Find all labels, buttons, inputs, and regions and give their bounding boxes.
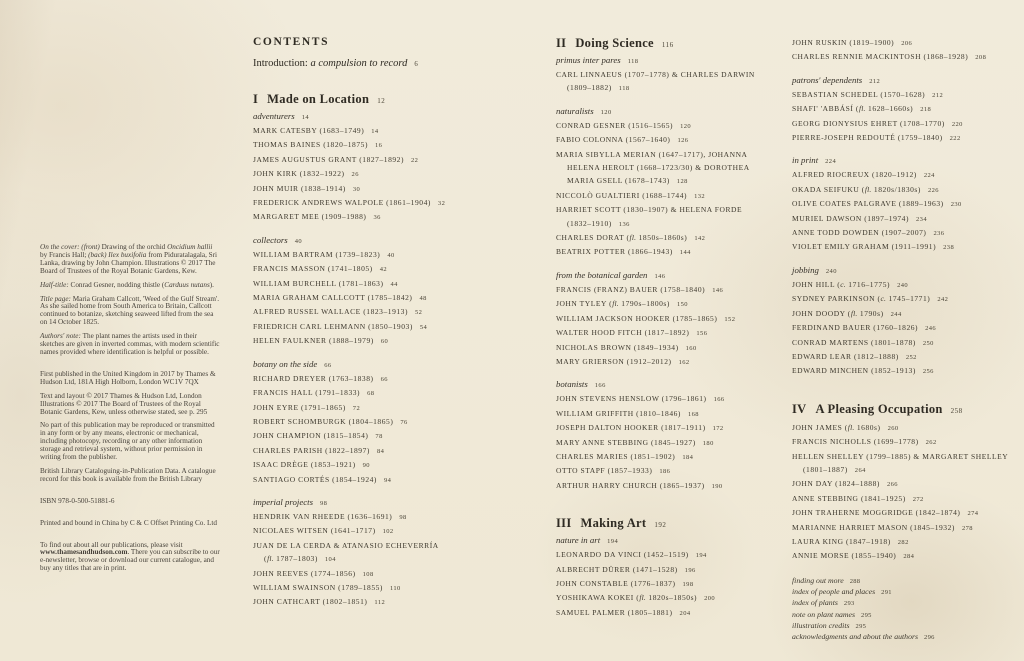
margin-paragraph: To find out about all our publications, please visit www.thamesandhudson.com. There you can subscribe to our e-newsletter, browse or download our current catalogue, and buy any titles that are in print.: [40, 540, 220, 573]
toc-entry: LEONARDO DA VINCI (1452–1519) 194: [556, 550, 707, 560]
toc-entry: JOHN REEVES (1774–1856) 108: [253, 568, 374, 578]
entry-page-number: 226: [927, 186, 939, 194]
part-numeral: III: [556, 516, 572, 531]
toc-entry: JOHN DOODY (fl. 1790s) 244: [792, 308, 902, 318]
entry-page-number: 156: [696, 330, 708, 338]
margin-paragraph: British Library Cataloguing-in-Publication Data. A catalogue record for this book is available from the British Library: [40, 466, 216, 483]
entry-page-number: 42: [379, 266, 388, 274]
entry-page-number: 118: [627, 58, 639, 65]
entry-page-number: 172: [712, 425, 724, 433]
margin-paragraph: On the cover: (front) Drawing of the orchid Oncidium hallii by Francis Hall; (back) Ilex buxifolia from Piduratalagala, Sri Lanka, drawing by John Champion. Illustrations © 2017 The Board of Trustees of the Royal Botanic Gardens, Kew.: [40, 243, 218, 275]
introduction-line: Introduction: a compulsion to record 6: [253, 58, 419, 69]
toc-entry: ALFRED RUSSEL WALLACE (1823–1913) 52: [253, 307, 423, 317]
toc-entry: CHARLES DORAT (fl. 1850s–1860s) 142: [556, 233, 706, 243]
entry-page-number: 52: [415, 309, 423, 317]
part-heading: IV A Pleasing Occupation 258: [792, 401, 963, 416]
toc-entry: SEBASTIAN SCHEDEL (1570–1628) 212: [792, 89, 944, 99]
endmatter-list: [792, 576, 1022, 644]
entry-page-number: 118: [618, 85, 630, 93]
entry-page-number: 26: [351, 171, 359, 179]
entry-page-number: 278: [961, 524, 973, 532]
section-heading: in print 224: [792, 155, 837, 166]
toc-entry: ROBERT SCHOMBURGK (1804–1865) 76: [253, 416, 408, 426]
toc-entry: ALFRED RIOCREUX (1820–1912) 224: [792, 170, 935, 180]
entry-page-number: 250: [922, 339, 934, 347]
entry-page-number: 40: [294, 237, 303, 245]
toc-entry: FRANCIS NICHOLLS (1699–1778) 262: [792, 437, 937, 447]
toc-entry: OTTO STAPF (1857–1933) 186: [556, 466, 671, 476]
toc-entry: JOHN MUIR (1838–1914) 30: [253, 183, 361, 193]
toc-column-2: [556, 36, 806, 620]
entry-page-number: 266: [886, 481, 898, 489]
entry-page-number: 194: [695, 552, 707, 560]
toc-entry: NICCOLÒ GUALTIERI (1688–1744) 132: [556, 190, 706, 200]
entry-page-number: 212: [869, 77, 881, 85]
toc-entry: GEORG DIONYSIUS EHRET (1708–1770) 220: [792, 118, 963, 128]
entry-page-number: 224: [923, 172, 935, 180]
entry-page-number: 94: [383, 476, 392, 484]
toc-entry: PIERRE-JOSEPH REDOUTÉ (1759–1840) 222: [792, 133, 961, 143]
entry-page-number: 166: [713, 396, 725, 404]
toc-entry: BEATRIX POTTER (1866–1943) 144: [556, 247, 691, 257]
entry-page-number: 60: [380, 338, 389, 346]
toc-entry: CHARLES MARIES (1851–1902) 184: [556, 451, 694, 461]
toc-entry: FRANCIS HALL (1791–1833) 68: [253, 388, 375, 398]
toc-entry: HARRIET SCOTT (1830–1907) & HELENA FORDE (1832–1910) 136: [556, 205, 743, 228]
part-heading: I Made on Location 12: [253, 92, 386, 106]
toc-entry: WILLIAM SWAINSON (1789–1855) 110: [253, 582, 401, 592]
entry-page-number: 144: [679, 249, 691, 257]
toc-entry: WILLIAM BARTRAM (1739–1823) 40: [253, 249, 395, 259]
entry-page-number: 68: [367, 390, 375, 398]
entry-page-number: 98: [399, 513, 407, 521]
entry-page-number: 132: [694, 192, 706, 200]
toc-entry: SYDNEY PARKINSON (c. 1745–1771) 242: [792, 294, 949, 304]
entry-page-number: 120: [680, 122, 692, 130]
endmatter-item: index of plants 293: [792, 598, 855, 608]
entry-page-number: 72: [352, 404, 361, 412]
toc-entry: FRANCIS MASSON (1741–1805) 42: [253, 264, 388, 274]
toc-entry: FRANCIS (FRANZ) BAUER (1758–1840) 146: [556, 284, 724, 294]
toc-entry: CONRAD GESNER (1516–1565) 120: [556, 120, 692, 130]
toc-entry: WILLIAM BURCHELL (1781–1863) 44: [253, 278, 398, 288]
entry-page-number: 284: [903, 553, 915, 561]
toc-entry: CHARLES RENNIE MACKINTOSH (1868–1928) 208: [792, 52, 987, 62]
toc-entry: JOHN CHAMPION (1815–1854) 78: [253, 431, 383, 441]
entry-page-number: 14: [371, 128, 379, 135]
margin-paragraph: Half-title: Conrad Gesner, nodding thistle (Carduus nutans).: [40, 280, 214, 289]
entry-page-number: 76: [400, 418, 408, 426]
entry-page-number: 295: [855, 622, 867, 630]
toc-entry: JOHN DAY (1824–1888) 266: [792, 479, 898, 489]
toc-entry: MARY GRIERSON (1912–2012) 162: [556, 356, 690, 366]
part-numeral: IV: [792, 401, 807, 416]
entry-page-number: 190: [711, 482, 723, 490]
entry-page-number: 54: [419, 323, 428, 331]
entry-page-number: 206: [901, 40, 913, 47]
toc-entry: VIOLET EMILY GRAHAM (1911–1991) 238: [792, 242, 955, 252]
toc-entry: SHAFI' 'ABBÁSÍ (fl. 1628–1660s) 218: [792, 104, 932, 114]
entry-page-number: 184: [682, 453, 694, 461]
endmatter-item: acknowledgments and about the authors 296: [792, 632, 935, 642]
entry-page-number: 198: [682, 580, 694, 588]
toc-entry: SAMUEL PALMER (1805–1881) 204: [556, 607, 691, 617]
entry-page-number: 180: [702, 439, 714, 447]
entry-page-number: 208: [975, 54, 987, 62]
toc-entry: NICHOLAS BROWN (1849–1934) 160: [556, 342, 697, 352]
toc-entry: CARL LINNAEUS (1707–1778) & CHARLES DARWIN (1809–1882) 118: [556, 70, 755, 93]
toc-entry: FREDERICK ANDREWS WALPOLE (1861–1904) 32: [253, 198, 446, 208]
toc-entry: ALBRECHT DÜRER (1471–1528) 196: [556, 564, 696, 574]
imprint-margin-column: [40, 244, 220, 579]
entry-page-number: 166: [594, 382, 606, 390]
entry-page-number: 146: [712, 286, 724, 294]
endmatter-item: index of people and places 291: [792, 587, 892, 597]
margin-paragraph: Authors' note: The plant names the artists used in their sketches are given in inverted commas, with modern scientific names provided where identification is helpful or possible.: [40, 332, 220, 356]
entry-page-number: 84: [376, 447, 385, 455]
entry-page-number: 242: [937, 296, 949, 304]
entry-page-number: 78: [375, 433, 383, 441]
entry-page-number: 32: [437, 200, 446, 208]
entry-page-number: 66: [324, 361, 332, 369]
entry-page-number: 152: [724, 315, 736, 323]
section-heading: nature in art 194: [556, 535, 619, 546]
toc-entry: JOHN TYLEY (fl. 1790s–1800s) 150: [556, 299, 688, 309]
entry-page-number: 36: [373, 214, 381, 222]
entry-page-number: 293: [843, 600, 855, 608]
toc-entry: MARIANNE HARRIET MASON (1845–1932) 278: [792, 522, 973, 532]
toc-column-3: [792, 36, 1022, 644]
margin-paragraph: Title page: Maria Graham Callcott, 'Weed of the Gulf Stream'. As she sailed home from South America to Britain, Callcott continued to botanize, sketching seaweed lifted from the sea on 14 October 1825.: [40, 294, 220, 327]
entry-page-number: 196: [684, 566, 696, 574]
entry-page-number: 168: [687, 410, 699, 418]
entry-page-number: 120: [600, 108, 612, 116]
entry-page-number: 220: [951, 120, 963, 128]
contents-title: CONTENTS: [253, 36, 330, 48]
toc-entry: SANTIAGO CORTÉS (1854–1924) 94: [253, 474, 392, 484]
toc-entry: OLIVE COATES PALGRAVE (1889–1963) 230: [792, 199, 962, 209]
entry-page-number: 12: [377, 97, 386, 105]
toc-entry: JOHN KIRK (1832–1922) 26: [253, 169, 359, 179]
margin-paragraph: First published in the United Kingdom in 2017 by Thames & Hudson Ltd, 181A High Holborn, London WC1V 7QX: [40, 369, 216, 386]
entry-page-number: 142: [694, 235, 706, 243]
section-heading: botany on the side 66: [253, 358, 332, 369]
section-heading: imperial projects 98: [253, 496, 328, 507]
entry-page-number: 6: [414, 61, 419, 68]
entry-page-number: 40: [387, 251, 395, 259]
section-heading: adventurers 14: [253, 111, 310, 121]
entry-page-number: 66: [380, 375, 388, 383]
entry-page-number: 14: [301, 114, 310, 121]
toc-column-1: [253, 36, 533, 610]
entry-page-number: 128: [676, 178, 688, 186]
margin-paragraph: Printed and bound in China by C & C Offset Printing Co. Ltd: [40, 518, 217, 527]
section-heading: from the botanical garden 146: [556, 269, 666, 280]
part-numeral: II: [556, 36, 567, 50]
entry-page-number: 22: [411, 156, 419, 164]
entry-page-number: 224: [825, 158, 837, 166]
entry-page-number: 238: [943, 244, 955, 252]
toc-entry: WILLIAM GRIFFITH (1810–1846) 168: [556, 408, 699, 418]
toc-entry: CONRAD MARTENS (1801–1878) 250: [792, 337, 934, 347]
toc-entry: JUAN DE LA CERDA & ATANASIO ECHEVERRÍA (fl. 1787–1803) 104: [253, 540, 439, 564]
toc-entry: LAURA KING (1847–1918) 282: [792, 536, 909, 546]
entry-page-number: 102: [382, 528, 394, 536]
entry-page-number: 160: [685, 344, 697, 352]
toc-entry: CHARLES PARISH (1822–1897) 84: [253, 445, 385, 455]
part-heading: II Doing Science 116: [556, 36, 674, 50]
toc-entry: ANNE TODD DOWDEN (1907–2007) 236: [792, 228, 945, 238]
entry-page-number: 230: [950, 201, 962, 209]
part-heading: III Making Art 192: [556, 516, 667, 531]
endmatter-item: finding out more 288: [792, 575, 861, 585]
toc-entry: JOHN EYRE (1791–1865) 72: [253, 402, 361, 412]
entry-page-number: 108: [362, 570, 374, 578]
toc-entry: FABIO COLONNA (1567–1640) 126: [556, 135, 689, 145]
entry-page-number: 236: [933, 230, 945, 238]
section-heading: primus inter pares 118: [556, 55, 639, 65]
toc-entry: FRIEDRICH CARL LEHMANN (1850–1903) 54: [253, 321, 428, 331]
entry-page-number: 258: [950, 406, 963, 415]
entry-page-number: 16: [375, 142, 383, 150]
toc-entry: JOHN TRAHERNE MOGGRIDGE (1842–1874) 274: [792, 508, 979, 518]
section-heading: naturalists 120: [556, 105, 612, 116]
entry-page-number: 200: [704, 595, 716, 603]
entry-page-number: 110: [389, 584, 401, 592]
toc-entry: ARTHUR HARRY CHURCH (1865–1937) 190: [556, 480, 723, 490]
entry-page-number: 291: [881, 589, 892, 597]
margin-paragraph: No part of this publication may be reproduced or transmitted in any form or by any means, electronic or mechanical, including photocopy, recording or any other information storage and retrieval system, without prior permission in writing from the publisher.: [40, 421, 215, 462]
margin-paragraph: ISBN 978-0-500-51881-6: [40, 496, 115, 505]
part-numeral: I: [253, 92, 259, 106]
entry-page-number: 194: [607, 538, 619, 546]
entry-page-number: 30: [352, 185, 361, 193]
entry-page-number: 252: [905, 353, 917, 361]
entry-page-number: 222: [949, 135, 961, 143]
toc-entry: MARGARET MEE (1909–1988) 36: [253, 212, 381, 222]
entry-page-number: 244: [890, 310, 902, 318]
toc-entry: RICHARD DREYER (1763–1838) 66: [253, 373, 388, 383]
entry-page-number: 240: [897, 281, 909, 289]
toc-entry: JAMES AUGUSTUS GRANT (1827–1892) 22: [253, 154, 419, 164]
entry-page-number: 212: [932, 91, 944, 99]
endmatter-item: note on plant names 295: [792, 609, 872, 619]
entry-page-number: 262: [925, 439, 937, 447]
toc-entry: EDWARD MINCHEN (1852–1913) 256: [792, 366, 934, 376]
toc-entry: WALTER HOOD FITCH (1817–1892) 156: [556, 328, 708, 338]
toc-entry: EDWARD LEAR (1812–1888) 252: [792, 351, 917, 361]
entry-page-number: 240: [825, 267, 837, 275]
toc-entry: ANNE STEBBING (1841–1925) 272: [792, 493, 924, 503]
entry-page-number: 260: [887, 424, 899, 432]
toc-entry: FERDINAND BAUER (1760–1826) 246: [792, 323, 937, 333]
toc-entry: ANNIE MORSE (1855–1940) 284: [792, 551, 915, 561]
entry-page-number: 272: [912, 495, 924, 503]
entry-page-number: 288: [849, 577, 861, 585]
entry-page-number: 48: [419, 295, 427, 303]
toc-entry: THOMAS BAINES (1820–1875) 16: [253, 140, 383, 150]
toc-entry: WILLIAM JACKSON HOOKER (1785–1865) 152: [556, 313, 736, 323]
entry-page-number: 274: [967, 510, 979, 518]
entry-page-number: 44: [390, 280, 398, 288]
toc-entry: HELEN FAULKNER (1888–1979) 60: [253, 336, 389, 346]
entry-page-number: 295: [861, 611, 872, 619]
toc-entry: JOHN CATHCART (1802–1851) 112: [253, 597, 386, 607]
toc-entry: YOSHIKAWA KOKEI (fl. 1820s–1850s) 200: [556, 593, 716, 603]
toc-entry: HENDRIK VAN RHEEDE (1636–1691) 98: [253, 511, 407, 521]
endmatter-item: illustration credits 295: [792, 620, 867, 630]
section-heading: patrons' dependents 212: [792, 74, 881, 85]
toc-entry: MURIEL DAWSON (1897–1974) 234: [792, 213, 927, 223]
entry-page-number: 282: [897, 538, 909, 546]
entry-page-number: 146: [654, 272, 666, 280]
toc-entry: MARY ANNE STEBBING (1845–1927) 180: [556, 437, 714, 447]
entry-page-number: 162: [678, 358, 690, 366]
toc-entry: MARIA GRAHAM CALLCOTT (1785–1842) 48: [253, 293, 427, 303]
margin-paragraph: Text and layout © 2017 Thames & Hudson Ltd, London Illustrations © 2017 The Board of Trustees of the Royal Botanic Gardens, Kew, unless otherwise stated, see p. 295: [40, 391, 208, 416]
entry-page-number: 204: [679, 609, 691, 617]
entry-page-number: 246: [925, 325, 937, 333]
toc-entry: NICOLAES WITSEN (1641–1717) 102: [253, 526, 394, 536]
toc-entry: OKADA SEIFUKU (fl. 1820s/1830s) 226: [792, 184, 939, 194]
entry-page-number: 186: [659, 468, 671, 476]
toc-entry: MARIA SIBYLLA MERIAN (1647–1717), JOHANNA HELENA HEROLT (1668–1723/30) & DOROTHEA MARIA GSELL (1678–1743) 128: [556, 149, 750, 186]
entry-page-number: 264: [854, 466, 866, 474]
toc-entry: JOHN JAMES (fl. 1680s) 260: [792, 422, 899, 432]
entry-page-number: 218: [920, 106, 932, 114]
section-heading: collectors 40: [253, 234, 303, 245]
entry-page-number: 98: [320, 499, 328, 507]
entry-page-number: 296: [924, 634, 935, 642]
entry-page-number: 150: [676, 301, 688, 309]
section-heading: botanists 166: [556, 379, 606, 390]
entry-page-number: 136: [618, 220, 630, 228]
toc-entry: JOHN STEVENS HENSLOW (1796–1861) 166: [556, 394, 725, 404]
entry-page-number: 112: [374, 599, 386, 607]
toc-entry: JOHN HILL (c. 1716–1775) 240: [792, 279, 909, 289]
toc-entry: JOSEPH DALTON HOOKER (1817–1911) 172: [556, 423, 724, 433]
entry-page-number: 116: [661, 41, 674, 49]
entry-page-number: 234: [916, 215, 927, 223]
toc-entry: HELLEN SHELLEY (1799–1885) & MARGARET SHELLEY (1801–1887) 264: [792, 451, 1009, 474]
toc-entry: ISAAC DRÈGE (1853–1921) 90: [253, 460, 370, 470]
entry-page-number: 256: [922, 368, 934, 376]
entry-page-number: 126: [677, 137, 689, 145]
section-heading: jobbing 240: [792, 264, 837, 275]
toc-entry: MARK CATESBY (1683–1749) 14: [253, 126, 379, 135]
toc-entry: JOHN CONSTABLE (1776–1837) 198: [556, 578, 694, 588]
entry-page-number: 90: [362, 462, 370, 470]
toc-entry: JOHN RUSKIN (1819–1900) 206: [792, 38, 913, 47]
entry-page-number: 192: [654, 521, 667, 530]
entry-page-number: 104: [324, 556, 336, 564]
